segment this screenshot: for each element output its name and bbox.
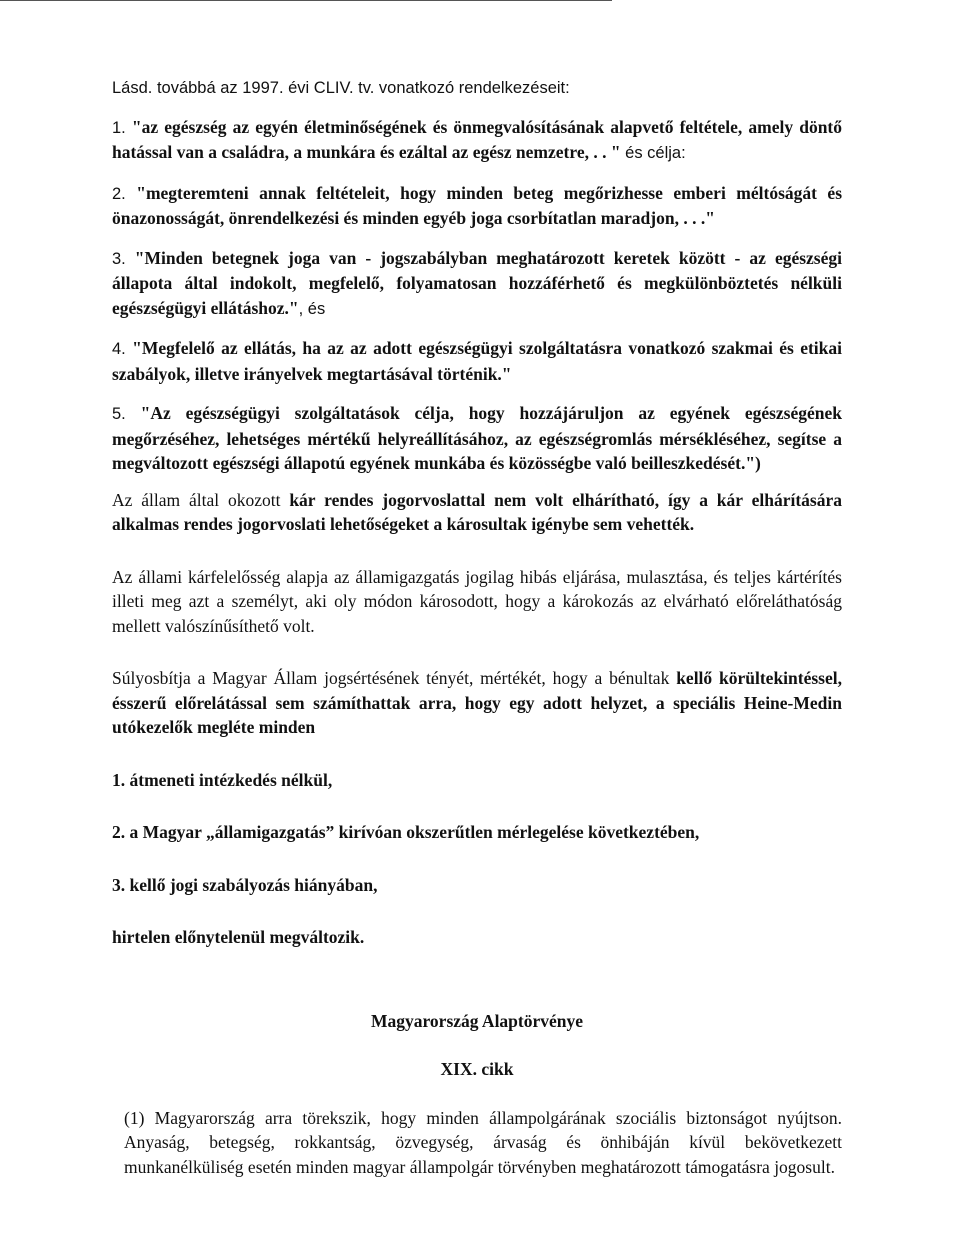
list-item: 3. kellő jogi szabályozás hiányában, [112,874,378,895]
paragraph-bold-text: kár rendes jogorvoslattal nem volt elhárítható, így a kár elhárítására alkalmas rendes jogorvoslati lehetőségeket a károsultak igénybe sem vehették. [112,489,842,534]
quote-item-1 [112,115,842,166]
document-page [112,76,842,1179]
paragraph-text: Súlyosbítja a Magyar Állam jogsértésének tényét, mértékét, hogy a bénultak [112,668,677,688]
item-text: "Megfelelő az ellátás, ha az az adott egészségügyi szolgáltatásra vonatkozó szakmai és etikai szabályok, illetve irányelvek megtartásával történik." [112,338,843,384]
quote-item-5 [112,401,842,476]
quote-item-4 [112,336,842,386]
item-text: "Az egészségügyi szolgáltatások célja, hogy hozzájáruljon az egyének egészségének megőrzéséhez, lehetséges mértékű helyreállításához, az egészségromlás mérsékléséhez, segítse a megváltozott egészségi állapotú egyének munkába és közösségbe való beilleszkedését.") [112,403,843,473]
section-heading: Magyarország Alaptörvénye [370,1010,584,1031]
paragraph-text: Az állam által okozott [112,489,290,510]
list-item: 2. a Magyar „államigazgatás” kirívóan okszerűtlen mérlegelése következtében, [112,822,700,842]
quote-item-3 [112,246,842,322]
paragraph-liability: Az állami kárfelelősség alapja az államigazgatás jogilag hibás eljárása, mulasztása, és teljes kártérítés illeti meg azt a személyt, aki oly módon károsodott, hogy a károkozás az elvárható előreláthatóság mellett valószínűsíthető volt. [112,566,842,636]
list-item: 1. átmeneti intézkedés nélkül, [112,769,333,790]
top-rule [0,0,612,1]
item-suffix: , és [298,299,326,318]
item-text: "az egészség az egyén életminőségének és önmegvalósításának alapvető feltétele, amely döntő hatással van a családra, a munkára és ezáltal az egész nemzetre, . . " [112,116,843,162]
item-number: 5. [112,405,126,423]
item-text: "Minden betegnek joga van - jogszabályban meghatározott keretek között - az egészségi állapota által indokolt, megfelelő, folyamatosan hozzáférhető és megkülönböztetés nélküli egészségügyi ellátáshoz." [112,247,842,318]
paragraph-bold-text: kellő körültekintéssel, ésszerű előrelátással sem számíthattak arra, hogy egy adott helyzet, a speciális Heine-Medin utókezelők megléte minden [112,668,842,737]
item-number: 3. [112,249,126,268]
paragraph-aggravation [112,666,842,740]
closing-line: hirtelen előnytelenül megváltozik. [112,927,365,947]
article-paragraph: (1) Magyarország arra törekszik, hogy minden állampolgárának szociális biztonságot nyújtson. Anyaság, betegség, rokkantság, özvegység, árvaság és önhibáján kívül bekövetkezett munkanélküliség esetén minden magyar állampolgár törvényben meghatározott támogatásra jogosult. [124,1107,842,1177]
article-heading: XIX. cikk [440,1059,514,1079]
quote-item-2 [112,181,842,231]
paragraph-damage [112,488,842,537]
item-text: "megteremteni annak feltételeit, hogy minden beteg megőrizhesse emberi méltóságát és önazonosságát, önrendelkezési és minden egyéb joga csorbítatlan maradjon, . . ." [112,182,843,228]
item-number: 2. [112,184,126,203]
item-suffix: és célja: [620,144,686,162]
intro-line: Lásd. továbbá az 1997. évi CLIV. tv. vonatkozó rendelkezéseit: [112,79,570,97]
item-number: 1. [112,118,126,137]
item-number: 4. [112,340,126,358]
